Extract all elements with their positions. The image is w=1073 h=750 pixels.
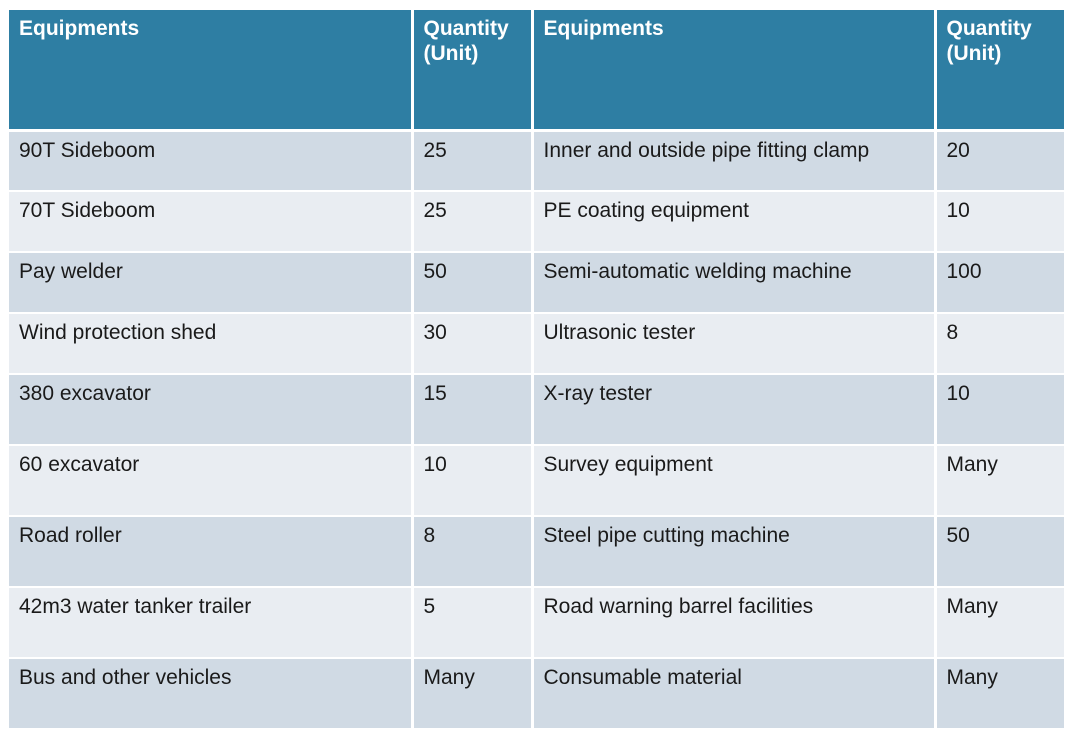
quantity-cell: 15 bbox=[412, 374, 532, 445]
quantity-cell: Many bbox=[935, 587, 1064, 658]
equipment-cell: 380 excavator bbox=[9, 374, 412, 445]
quantity-cell: 8 bbox=[412, 516, 532, 587]
equipment-cell: Road roller bbox=[9, 516, 412, 587]
table-row bbox=[9, 313, 1064, 374]
equipment-cell: 90T Sideboom bbox=[9, 130, 412, 191]
quantity-cell: 30 bbox=[412, 313, 532, 374]
quantity-cell: Many bbox=[935, 658, 1064, 729]
equipment-cell: 42m3 water tanker trailer bbox=[9, 587, 412, 658]
equipment-cell: Steel pipe cutting machine bbox=[532, 516, 935, 587]
quantity-cell: 8 bbox=[935, 313, 1064, 374]
quantity-cell: 25 bbox=[412, 130, 532, 191]
header-quantity-right: Quantity (Unit) bbox=[935, 10, 1064, 130]
equipment-cell: Pay welder bbox=[9, 252, 412, 313]
equipment-cell: Bus and other vehicles bbox=[9, 658, 412, 729]
table-row bbox=[9, 587, 1064, 658]
equipment-cell: Ultrasonic tester bbox=[532, 313, 935, 374]
table-row bbox=[9, 516, 1064, 587]
quantity-cell: 10 bbox=[412, 445, 532, 516]
table-row bbox=[9, 374, 1064, 445]
equipment-cell: Survey equipment bbox=[532, 445, 935, 516]
quantity-cell: 10 bbox=[935, 191, 1064, 252]
table-row bbox=[9, 130, 1064, 191]
quantity-cell: 5 bbox=[412, 587, 532, 658]
equipment-cell: 70T Sideboom bbox=[9, 191, 412, 252]
table-row bbox=[9, 445, 1064, 516]
table-row bbox=[9, 658, 1064, 729]
quantity-cell: 25 bbox=[412, 191, 532, 252]
equipment-cell: Inner and outside pipe fitting clamp bbox=[532, 130, 935, 191]
header-equipments-left: Equipments bbox=[9, 10, 412, 130]
quantity-cell: Many bbox=[412, 658, 532, 729]
equipment-cell: Wind protection shed bbox=[9, 313, 412, 374]
equipment-cell: Road warning barrel facilities bbox=[532, 587, 935, 658]
quantity-cell: 10 bbox=[935, 374, 1064, 445]
equipment-cell: 60 excavator bbox=[9, 445, 412, 516]
quantity-cell: 50 bbox=[935, 516, 1064, 587]
header-equipments-right: Equipments bbox=[532, 10, 935, 130]
header-quantity-left: Quantity (Unit) bbox=[412, 10, 532, 130]
quantity-cell: 50 bbox=[412, 252, 532, 313]
equipment-cell: Consumable material bbox=[532, 658, 935, 729]
equipment-cell: PE coating equipment bbox=[532, 191, 935, 252]
quantity-cell: 100 bbox=[935, 252, 1064, 313]
equipment-cell: X-ray tester bbox=[532, 374, 935, 445]
equipment-table-container bbox=[9, 10, 1064, 730]
equipment-cell: Semi-automatic welding machine bbox=[532, 252, 935, 313]
table-row bbox=[9, 191, 1064, 252]
quantity-cell: Many bbox=[935, 445, 1064, 516]
equipment-table bbox=[9, 10, 1064, 730]
table-header-row bbox=[9, 10, 1064, 130]
table-row bbox=[9, 252, 1064, 313]
quantity-cell: 20 bbox=[935, 130, 1064, 191]
